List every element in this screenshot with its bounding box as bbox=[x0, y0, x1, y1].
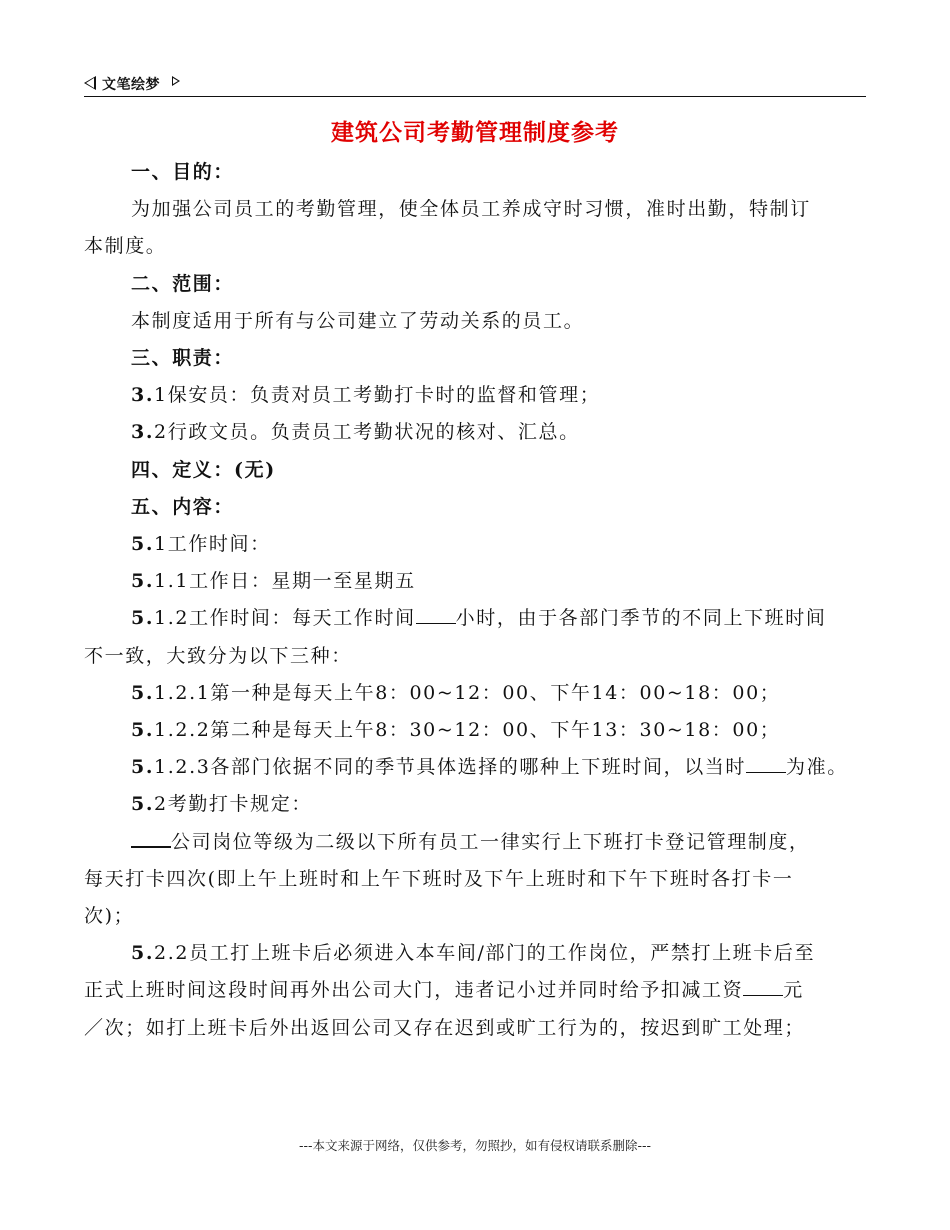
heading-text: 二、范围： bbox=[131, 272, 235, 295]
line-text: 1.1工作日：星期一至星期五 bbox=[154, 570, 416, 593]
paragraph-line bbox=[84, 1013, 805, 1040]
line-text: 为加强公司员工的考勤管理，使全体员工养成守时习惯，准时出勤，特制订 bbox=[131, 198, 811, 221]
line-text: 本制度适用于所有与公司建立了劳动关系的员工。 bbox=[131, 309, 585, 332]
clause-number: 5. bbox=[131, 607, 155, 630]
line-text-after-blank: 元 bbox=[783, 979, 804, 1002]
page-header bbox=[84, 72, 866, 97]
triangle-right-icon bbox=[172, 76, 180, 86]
line-text: 2.2员工打上班卡后必须进入本车间/部门的工作岗位，严禁打上班卡后至 bbox=[154, 942, 816, 965]
line-text: 1.2.3各部门依据不同的季节具体选择的哪种上下班时间，以当时 bbox=[154, 756, 746, 779]
line-text: ／次；如打上班卡后外出返回公司又存在迟到或旷工行为的，按迟到旷工处理； bbox=[84, 1016, 806, 1039]
footer-disclaimer: ---本文来源于网络，仅供参考，勿照抄，如有侵权请联系删除--- bbox=[298, 1138, 652, 1153]
heading-text: 五、内容： bbox=[131, 495, 235, 518]
section-heading bbox=[131, 269, 234, 296]
fill-in-blank bbox=[743, 979, 783, 996]
line-text-after-blank: 为准。 bbox=[786, 756, 848, 779]
numbered-clause bbox=[131, 678, 780, 705]
line-text: 次)； bbox=[84, 905, 135, 927]
numbered-clause bbox=[131, 789, 312, 816]
line-text: 1.2工作时间：每天工作时间 bbox=[154, 607, 416, 630]
line-text-after-blank: 小时，由于各部门季节的不同上下班时间 bbox=[455, 607, 827, 630]
line-text: 1.2.2第二种是每天上午8：30~12：00、下午13：30~18：00； bbox=[154, 719, 781, 741]
heading-text: 三、职责： bbox=[131, 347, 235, 369]
paragraph-line bbox=[84, 864, 793, 891]
fill-in-blank bbox=[131, 830, 171, 848]
brand-name: 文笔绘梦 bbox=[102, 77, 160, 93]
paragraph-line bbox=[84, 975, 804, 1002]
paragraph-line bbox=[84, 231, 166, 258]
clause-number: 5. bbox=[131, 570, 155, 593]
numbered-clause bbox=[131, 380, 600, 407]
clause-number: 5. bbox=[131, 681, 155, 704]
numbered-clause bbox=[131, 603, 826, 630]
paragraph-line bbox=[131, 306, 584, 333]
clause-number: 3. bbox=[131, 421, 155, 444]
paragraph-line bbox=[84, 641, 352, 668]
fill-in-blank bbox=[416, 607, 456, 624]
clause-number: 5. bbox=[131, 719, 155, 741]
line-text: 2行政文员。负责员工考勤状况的核对、汇总。 bbox=[154, 421, 580, 444]
paragraph-line bbox=[84, 901, 134, 928]
line-text: 不一致，大致分为以下三种： bbox=[84, 644, 352, 667]
clause-number: 5. bbox=[131, 793, 155, 816]
numbered-clause bbox=[131, 938, 815, 965]
numbered-clause bbox=[131, 417, 580, 444]
section-heading bbox=[131, 455, 276, 482]
line-text: 正式上班时间这段时间再外出公司大门，违者记小过并同时给予扣减工资 bbox=[84, 979, 744, 1002]
line-text: 1.2.1第一种是每天上午8：00~12：00、下午14：00~18：00； bbox=[154, 681, 781, 704]
section-heading bbox=[131, 343, 234, 370]
line-text: 1保安员：负责对员工考勤打卡时的监督和管理； bbox=[154, 384, 601, 407]
numbered-clause bbox=[131, 752, 848, 779]
numbered-clause bbox=[131, 529, 271, 556]
triangle-left-icon bbox=[84, 76, 96, 90]
section-heading bbox=[131, 492, 234, 519]
line-text: 本制度。 bbox=[84, 235, 167, 258]
heading-text: 四、定义：(无) bbox=[131, 458, 276, 481]
clause-number: 5. bbox=[131, 942, 155, 965]
numbered-clause bbox=[131, 566, 416, 593]
heading-text: 一、目的： bbox=[131, 161, 235, 183]
fill-in-blank bbox=[746, 756, 786, 773]
line-text: 1工作时间： bbox=[154, 533, 271, 555]
paragraph-line bbox=[131, 827, 810, 854]
document-title: 建筑公司考勤管理制度参考 bbox=[331, 119, 619, 146]
line-text: 公司岗位等级为二级以下所有员工一律实行上下班打卡登记管理制度， bbox=[171, 830, 810, 853]
section-heading bbox=[131, 157, 234, 184]
paragraph-line bbox=[131, 194, 811, 221]
line-text: 每天打卡四次(即上午上班时和上午下班时及下午上班时和下午下班时各打卡一 bbox=[84, 867, 794, 890]
clause-number: 5. bbox=[131, 756, 155, 779]
line-text: 2考勤打卡规定： bbox=[154, 793, 312, 816]
numbered-clause bbox=[131, 715, 780, 742]
clause-number: 3. bbox=[131, 384, 155, 407]
clause-number: 5. bbox=[131, 533, 155, 555]
